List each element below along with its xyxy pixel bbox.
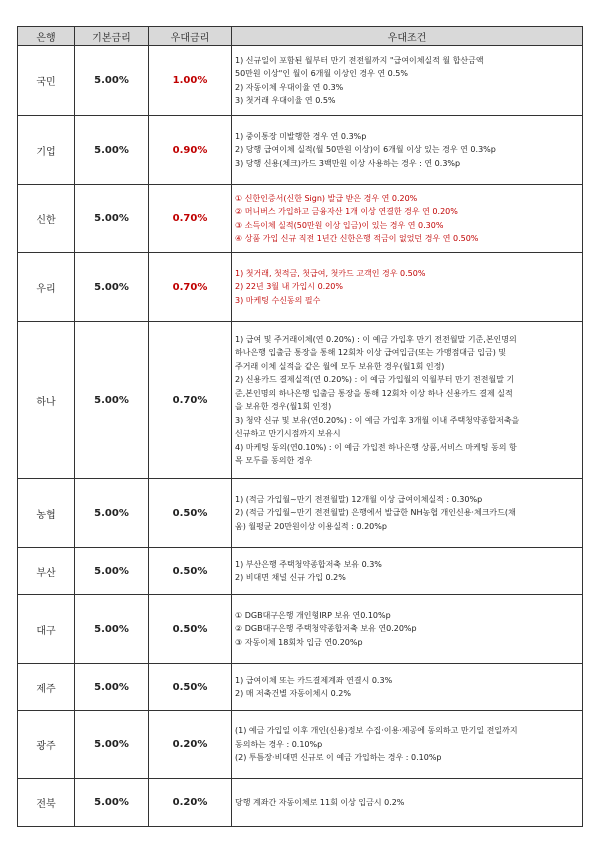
base-rate: 5.00% [75, 548, 149, 595]
conditions-cell [232, 779, 583, 827]
condition-line: 움) 월평균 20만원이상 이용실적 : 0.20%p [235, 521, 387, 531]
base-rate: 5.00% [75, 779, 149, 827]
base-rate: 5.00% [75, 116, 149, 185]
preferential-rate: 0.50% [149, 595, 232, 664]
condition-line: 2) 당행 급여이체 실적(월 50만원 이상)이 6개월 이상 있는 경우 연 0.3%p [235, 145, 496, 155]
condition-line: ② DGB대구은행 주택청약종합저축 보유 연0.20%p [235, 624, 417, 634]
base-rate: 5.00% [75, 46, 149, 116]
preferential-rate: 0.70% [149, 253, 232, 322]
condition-line: ③ 자동이체 18회차 입금 연0.20%p [235, 637, 363, 647]
condition-line: ② 머니버스 가입하고 금융자산 1개 이상 연결한 경우 연 0.20% [235, 207, 458, 216]
condition-line: 2) 신용카드 결제실적(연 0.20%) : 이 예금 가입월의 익월부터 만기 전전월말 기 [235, 375, 515, 384]
condition-line: 1) 첫거래, 첫적금, 첫급여, 첫카드 고객인 경우 0.50% [235, 268, 426, 278]
conditions-cell [232, 46, 583, 116]
base-rate: 5.00% [75, 664, 149, 711]
conditions-cell [232, 322, 583, 479]
condition-line: 1) 중이통장 미발행한 경우 연 0.3%p [235, 131, 367, 141]
condition-line: 준,본인명의 하나은행 입출금 통장을 통해 12회차 이상 하나 신용카드 결제 실적 [235, 388, 513, 398]
header-conditions: 우대조건 [232, 27, 583, 46]
base-rate: 5.00% [75, 595, 149, 664]
bank-name: 광주 [18, 711, 75, 779]
conditions-cell [232, 548, 583, 595]
bank-name: 부산 [18, 548, 75, 595]
condition-line: (1) 예금 가입일 이후 개인(신용)정보 수집·이용·제공에 동의하고 만기일 전일까지 [235, 726, 518, 736]
condition-line: (2) 투틈장·비대면 신규로 이 예금 가입하는 경우 : 0.10%p [235, 753, 442, 763]
condition-line: 목 모두를 동의한 경우 [235, 456, 313, 465]
condition-line: 을 보유한 경우(월1회 인정) [235, 402, 332, 411]
preferential-rate: 0.50% [149, 664, 232, 711]
condition-line: 1) 부산은행 주택청약종합저축 보유 0.3% [235, 559, 382, 569]
header-base-rate: 기본금리 [75, 27, 149, 46]
bank-name: 우리 [18, 253, 75, 322]
header-preferential-rate: 우대금리 [149, 27, 232, 46]
table-row [18, 711, 583, 779]
table-row [18, 253, 583, 322]
condition-line: 2) (적금 가입월~만기 전전월말) 은행에서 발급한 NH농협 개인신용·체크카드(채 [235, 508, 516, 518]
preferential-rate: 1.00% [149, 46, 232, 116]
table-row [18, 322, 583, 479]
table-row [18, 548, 583, 595]
preferential-rate: 0.20% [149, 711, 232, 779]
conditions-cell [232, 253, 583, 322]
condition-line: 2) 매 저축건별 자동이체시 0.2% [235, 689, 351, 698]
condition-line: 하나은행 입출금 통장을 통해 12회차 이상 급여입금(또는 가맹점대금 입금) 및 [235, 348, 507, 357]
bank-name: 하나 [18, 322, 75, 479]
table-row [18, 46, 583, 116]
base-rate: 5.00% [75, 322, 149, 479]
header-row [18, 27, 583, 46]
rate-table [17, 26, 583, 827]
bank-name: 기업 [18, 116, 75, 185]
conditions-cell [232, 595, 583, 664]
table-row [18, 595, 583, 664]
base-rate: 5.00% [75, 711, 149, 779]
table-row [18, 664, 583, 711]
condition-line: ④ 상품 가입 신규 직전 1년간 신한은행 적금이 없었던 경우 연 0.50% [235, 234, 479, 243]
condition-line: 3) 청약 신규 및 보유(연0.20%) : 이 예금 가입후 3개월 이내 주택청약종합저축을 [235, 415, 520, 425]
base-rate: 5.00% [75, 479, 149, 548]
condition-line: 주거래 이체 실적을 같은 월에 모두 보유한 경우(월1회 인정) [235, 361, 445, 371]
bank-name: 농협 [18, 479, 75, 548]
header-bank: 은행 [18, 27, 75, 46]
condition-line: 4) 마케팅 동의(연0.10%) : 이 예금 가입전 하나은행 상품,서비스 마케팅 동의 항 [235, 442, 517, 452]
table-row [18, 116, 583, 185]
conditions-cell [232, 116, 583, 185]
base-rate: 5.00% [75, 185, 149, 253]
preferential-rate: 0.20% [149, 779, 232, 827]
conditions-cell [232, 185, 583, 253]
condition-line: 50만원 이상"인 월이 6개월 이상인 경우 연 0.5% [235, 69, 408, 78]
preferential-rate: 0.90% [149, 116, 232, 185]
condition-line: 1) 급여이체 또는 카드결제계좌 연결시 0.3% [235, 675, 393, 685]
condition-line: ① 신한인증서(신한 Sign) 발급 받은 경우 연 0.20% [235, 193, 418, 203]
bank-name: 전북 [18, 779, 75, 827]
condition-line: ① DGB대구은행 개인형IRP 보유 연0.10%p [235, 610, 391, 620]
preferential-rate: 0.50% [149, 479, 232, 548]
condition-line: 3) 첫거래 우대이율 연 0.5% [235, 96, 336, 105]
bank-name: 국민 [18, 46, 75, 116]
conditions-cell [232, 664, 583, 711]
condition-line: 1) 급여 및 주거래이체(연 0.20%) : 이 예금 가입후 만기 전전월말 기준,본인명의 [235, 334, 517, 344]
bank-name: 제주 [18, 664, 75, 711]
condition-line: 동의하는 경우 : 0.10%p [235, 739, 323, 749]
condition-line: 당행 계좌간 자동이체로 11회 이상 입금시 0.2% [235, 797, 405, 807]
conditions-cell [232, 711, 583, 779]
condition-line: 1) (적금 가입월~만기 전전월말) 12개월 이상 급여이체실적 : 0.30%p [235, 494, 483, 504]
table-row [18, 479, 583, 548]
conditions-cell [232, 479, 583, 548]
preferential-rate: 0.70% [149, 322, 232, 479]
condition-line: 1) 신규일이 포함된 월부터 만기 전전월까지 "급여이체실적 월 합산금액 [235, 55, 484, 65]
table-row [18, 779, 583, 827]
condition-line: 2) 비대면 채널 신규 가입 0.2% [235, 573, 346, 582]
preferential-rate: 0.50% [149, 548, 232, 595]
condition-line: 2) 22년 3월 내 가입시 0.20% [235, 282, 343, 292]
bank-name: 대구 [18, 595, 75, 664]
base-rate: 5.00% [75, 253, 149, 322]
condition-line: ③ 소득이체 실적(50만원 이상 입금)이 있는 경우 연 0.30% [235, 220, 444, 230]
condition-line: 2) 자동이체 우대이율 연 0.3% [235, 82, 344, 92]
condition-line: 3) 마케팅 수신동의 필수 [235, 295, 321, 305]
bank-name: 신한 [18, 185, 75, 253]
preferential-rate: 0.70% [149, 185, 232, 253]
table-row [18, 185, 583, 253]
condition-line: 신규하고 만기시점까지 보유시 [235, 429, 341, 438]
condition-line: 3) 당행 신용(체크)카드 3백만원 이상 사용하는 경우 : 연 0.3%p [235, 158, 461, 168]
